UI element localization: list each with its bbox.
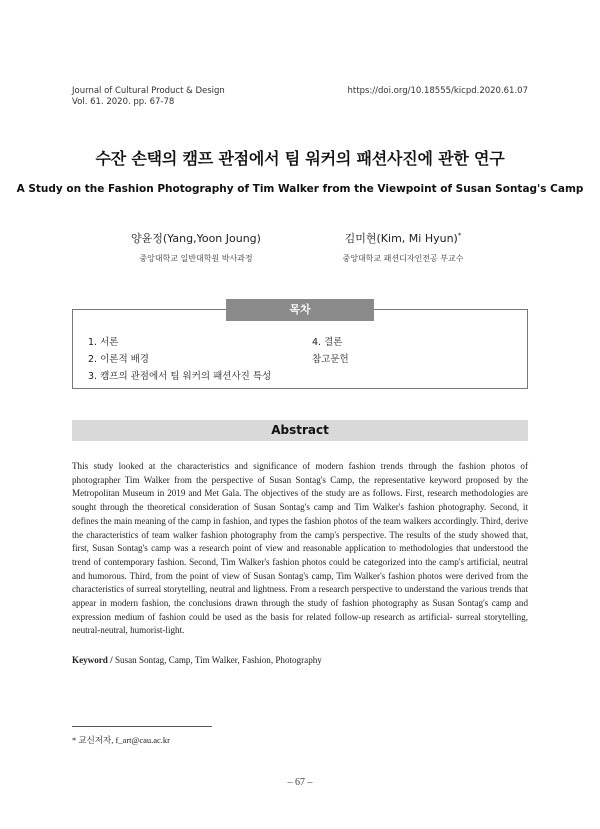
keywords xyxy=(72,655,322,665)
author-name: 양윤정(Yang,Yoon Joung) xyxy=(131,232,261,245)
keyword-values: Susan Sontag, Camp, Tim Walker, Fashion, Photography xyxy=(114,655,322,665)
abstract-body: This study looked at the characteristics and significance of modern fashion trends through the fashion photos of photographer Tim Walker from the perspective of Susan Sontag's Camp, the representative keyword proposed by the Metropolitan Museum in 2019 and Met Gala. The objectives of the study are as follows. First, research methodologies are sought through the theoretical consideration of Susan Sontag's camp and Tim Walker's fashion photography. Second, it defines the main meaning of the camp in fashion, and types the fashion photos of the team walkers accordingly. Third, derive the characteristics of team walker fashion photography from the camp's perspective. The results of the study showed that, first, Susan Sontag's camp was a research point of view and reasonable application to methodologies that understood the trend of contemporary fashion. Second, Tim Walker's fashion photos could be categorized into the camp's artificial, neutral and humorous. Third, from the point of view of Susan Sontag's camp, Tim Walker's fashion photos were derived from the characteristics of surreal storytelling, neutral and lightness. From a research perspective to understand the various trends that appear in modern fashion, the conclusions drawn through the study of fashion photography as Susan Sontag's camp and expression medium of fashion could be used as the basis for related follow-up research as artificial- surreal storytelling, neutral-neutral, humorist-light. xyxy=(72,461,528,636)
author-affiliation: 중앙대학교 일반대학원 박사과정 xyxy=(139,254,253,263)
footnote-divider xyxy=(72,726,212,727)
doi-link[interactable]: https://doi.org/10.18555/kicpd.2020.61.07 xyxy=(347,86,528,96)
title-english: A Study on the Fashion Photography of Tim Walker from the Viewpoint of Susan Sontag's Camp xyxy=(16,183,584,195)
journal-header xyxy=(72,86,225,108)
toc-item[interactable]: 2. 이론적 배경 xyxy=(88,354,149,365)
toc-item[interactable]: 참고문헌 xyxy=(312,354,349,365)
toc-item[interactable]: 1. 서론 xyxy=(88,337,119,348)
journal-name: Journal of Cultural Product & Design xyxy=(72,86,225,96)
journal-volume: Vol. 61. 2020. pp. 67-78 xyxy=(72,97,175,107)
author-affiliation: 중앙대학교 패션디자인전공 부교수 xyxy=(342,254,464,263)
author-2 xyxy=(273,230,533,264)
toc-item[interactable]: 4. 결론 xyxy=(312,337,343,348)
abstract-heading: Abstract xyxy=(72,420,528,441)
footnote: * 교신저자, f_art@cau.ac.kr xyxy=(72,735,171,745)
keyword-label: Keyword / xyxy=(72,655,113,665)
toc-heading: 목차 xyxy=(226,299,374,321)
corresponding-mark: * xyxy=(457,231,462,240)
page-number: – 67 – xyxy=(287,777,313,788)
toc-item[interactable]: 3. 캠프의 관점에서 팀 워커의 패션사진 특성 xyxy=(88,371,272,382)
title-korean: 수잔 손택의 캠프 관점에서 팀 워커의 패션사진에 관한 연구 xyxy=(95,149,505,168)
author-name: 김미현(Kim, Mi Hyun)* xyxy=(344,231,462,245)
